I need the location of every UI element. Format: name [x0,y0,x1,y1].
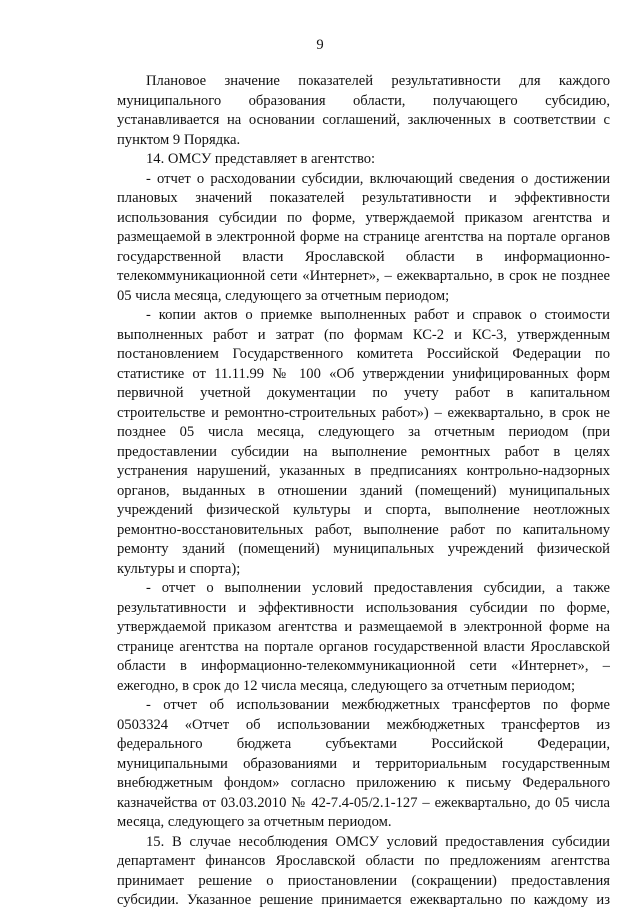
text-line: результативности и эффективности использования субсидии по форме, [117,599,610,616]
text-line: субсидии. Указанное решение принимается ежеквартально по каждому из [117,892,610,908]
text-line: 14. ОМСУ представляет в агентство: [146,151,376,167]
text-line: устанавливается на основании соглашений, заключенных в соответствии с [117,112,610,128]
text-line: телекоммуникационной сети «Интернет», – ежеквартально, в срок не позднее [117,268,610,284]
text-line: культуры и спорта); [117,560,241,577]
text-line: внебюджетным фондом» согласно приложению к письму Федерального [117,775,610,791]
text-line: позднее 05 числа месяца, следующего за отчетным периодом (при [117,424,610,440]
text-line: принимает решение о приостановлении (сокращении) предоставления [117,872,610,889]
text-line: 0503324 «Отчет об использовании межбюджетных трансфертов из [117,716,610,733]
text-line: 15. В случае несоблюдения ОМСУ условий предоставления субсидии [146,833,610,850]
text-line: размещаемой в электронной форме на странице агентства на портале органов [117,229,610,245]
text-line: - отчет о расходовании субсидии, включающий сведения о достижении [146,170,610,187]
text-line: устранения нарушений, указанных в предписаниях контрольно-надзорных [117,463,610,479]
text-line: использования субсидии по форме, утверждаемой приказом агентства и [117,209,610,226]
text-line: муниципальными образованиями и территориальным государственным [117,755,610,772]
text-line: статистике от 11.11.99 № 100 «Об утверждении унифицированных форм [117,365,610,382]
text-line: плановых значений показателей результативности и эффективности [117,190,610,206]
text-line: государственной власти Ярославской области в информационно- [117,248,610,265]
text-line: ремонту зданий (помещений) муниципальных учреждений физической [117,541,610,557]
text-line: ремонтно-восстановительных работ, выполнение работ по капитальному [117,521,610,538]
text-line: области в информационно-телекоммуникационной сети «Интернет», – [117,658,610,674]
text-line: утверждаемой приказом агентства и размещаемой в электронной форме на [117,619,610,635]
text-line: - отчет о выполнении условий предоставления субсидии, а также [146,580,610,596]
text-line: - отчет об использовании межбюджетных трансфертов по форме [146,697,610,713]
text-line: Плановое значение показателей результативности для каждого [146,73,610,89]
text-line: строительстве и ремонтно-строительных работ») – ежеквартально, в срок не [117,404,610,421]
text-line: муниципального образования области, получающего субсидию, [117,92,610,109]
text-line: месяца, следующего за отчетным периодом. [117,814,392,830]
text-line: странице агентства на портале органов государственной власти Ярославской [117,638,610,655]
document-body [117,72,610,911]
text-line: первичной учетной документации по учету работ в капитальном [117,385,610,401]
text-line: учреждений физической культуры и спорта, выполнение неотложных [117,502,610,518]
page-number: 9 [316,37,324,53]
text-line: 05 числа месяца, следующего за отчетным периодом; [117,287,450,304]
text-line: органов, выданных в отношении зданий (помещений) муниципальных [117,482,610,499]
text-line: предоставлении субсидии на выполнение ремонтных работ в целях [117,443,610,460]
text-line: ежегодно, в срок до 12 числа месяца, следующего за отчетным периодом; [117,677,576,694]
text-line: - копии актов о приемке выполненных работ и справок о стоимости [146,307,610,323]
text-line: пунктом 9 Порядка. [117,131,241,148]
text-line: постановлением Государственного комитета Российской Федерации по [117,346,610,362]
text-line: департамент финансов Ярославской области по предложениям агентства [117,853,610,869]
text-line: казначейства от 03.03.2010 № 42-7.4-05/2.1-127 – ежеквартально, до 05 числа [117,794,610,811]
text-line: выполненных работ и затрат (по формам КС-2 и КС-3, утвержденным [117,326,610,343]
text-line: федерального бюджета субъектами Российской Федерации, [117,736,610,752]
